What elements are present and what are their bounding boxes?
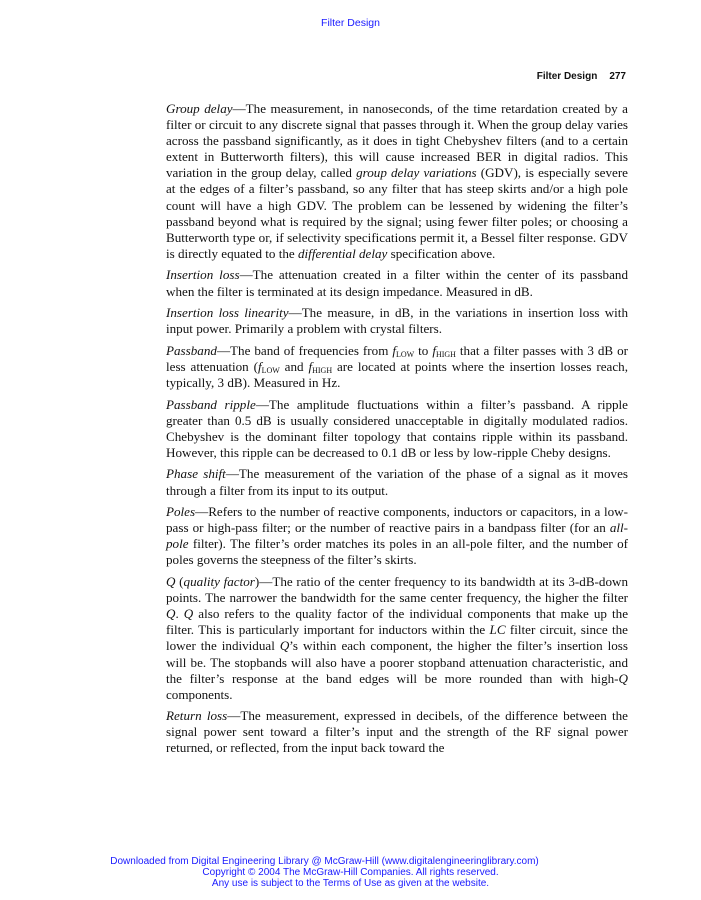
footer-download-link[interactable]: Downloaded from Digital Engineering Library @ McGraw-Hill (www.digitalengineeringlibrary.com) <box>110 856 539 867</box>
running-head <box>537 71 626 82</box>
entry-passband-ripple: Passband ripple—The amplitude fluctuations within a filter’s passband. A ripple greater than 0.5 dB is usually considered unacceptable in digitally modulated radios. Chebyshev is the dominant filter topology that contains ripple within its passband. However, this ripple can be decreased to 0.1 dB or less by low-ripple Cheby designs. <box>166 396 628 460</box>
footer-terms-link[interactable]: Any use is subject to the Terms of Use as given at the website. <box>211 878 490 889</box>
term: Poles <box>166 504 196 520</box>
footer-notice <box>0 856 701 889</box>
entry-insertion-loss: Insertion loss—The attenuation created in a filter within the center of its passband when the filter is terminated at its design impedance. Measured in dB. <box>166 267 628 299</box>
term: Phase shift <box>166 466 226 482</box>
page-number: 277 <box>609 71 626 82</box>
term: Group delay <box>166 101 233 116</box>
top-title-link[interactable]: Filter Design <box>321 17 380 29</box>
entry-group-delay: Group delay—The measurement, in nanoseconds, of the time retardation created by a filter or circuit to any discrete signal that passes through it. When the group delay varies across the passband significantly, as it does in tight Chebyshev filters (and to a certain extent in Butterworth filters), this will cause increased BER in digital radios. This variation in the group delay, called group delay variations (GDV), is especially severe at the edges of a filter’s passband, so any filter that has steep skirts and/or a high pole count will have a high GDV. The problem can be lessened by widening the filter’s passband beyond what is required by the signal; using fewer filter poles; or choosing a Butterworth type or, if selectivity specifications permit it, a Bessel filter response. GDV is directly equated to the differential delay specification above. <box>166 101 628 261</box>
footer-copyright: Copyright © 2004 The McGraw-Hill Companies. All rights reserved. <box>202 867 499 878</box>
term: Insertion loss <box>166 267 240 283</box>
term: Return loss <box>166 708 228 724</box>
entry-return-loss: Return loss—The measurement, expressed in decibels, of the difference between the signal power sent toward a filter’s input and the strength of the RF signal power returned, or reflected, from the input back toward the <box>166 708 628 756</box>
term: Passband <box>166 342 217 358</box>
entry-insertion-loss-linearity: Insertion loss linearity—The measure, in dB, in the variations in insertion loss with input power. Primarily a problem with crystal filters. <box>166 305 628 337</box>
running-title: Filter Design <box>536 71 598 82</box>
entry-passband: Passband—The band of frequencies from $f_{LOW}$ to $f_{HIGH}$ that a filter passes with 3 dB or less attenuation ($f_{LOW}$ and $f_{HIGH}$ are located at points where the insertion losses reach, typically, 3 dB). Measured in Hz. <box>166 342 628 390</box>
entry-poles: Poles—Refers to the number of reactive components, inductors or capacitors, in a low-pass or high-pass filter; or the number of reactive pairs in a bandpass filter (for an all-pole filter). The filter’s order matches its poles in an all-pole filter, and the number of poles governs the steepness of the filter’s skirts. <box>166 504 628 568</box>
term: Q <box>166 574 176 590</box>
entry-phase-shift: Phase shift—The measurement of the variation of the phase of a signal as it moves through a filter from its input to its output. <box>166 466 628 498</box>
term: Passband ripple <box>166 396 256 412</box>
glossary-body <box>166 101 628 762</box>
entry-q-quality-factor: Q (quality factor)—The ratio of the center frequency to its bandwidth at its 3-dB-down points. The narrower the bandwidth for the same center frequency, the higher the filter Q. Q also refers to the quality factor of the individual components that make up the filter. This is particularly important for inductors within the LC filter circuit, since the lower the individual Q’s within each component, the higher the filter’s insertion loss will be. The stopbands will also have a poorer stopband attenuation characteristic, and the filter’s response at the band edges will be more rounded than with high-Q components. <box>166 574 629 702</box>
term: Insertion loss linearity <box>166 305 289 321</box>
